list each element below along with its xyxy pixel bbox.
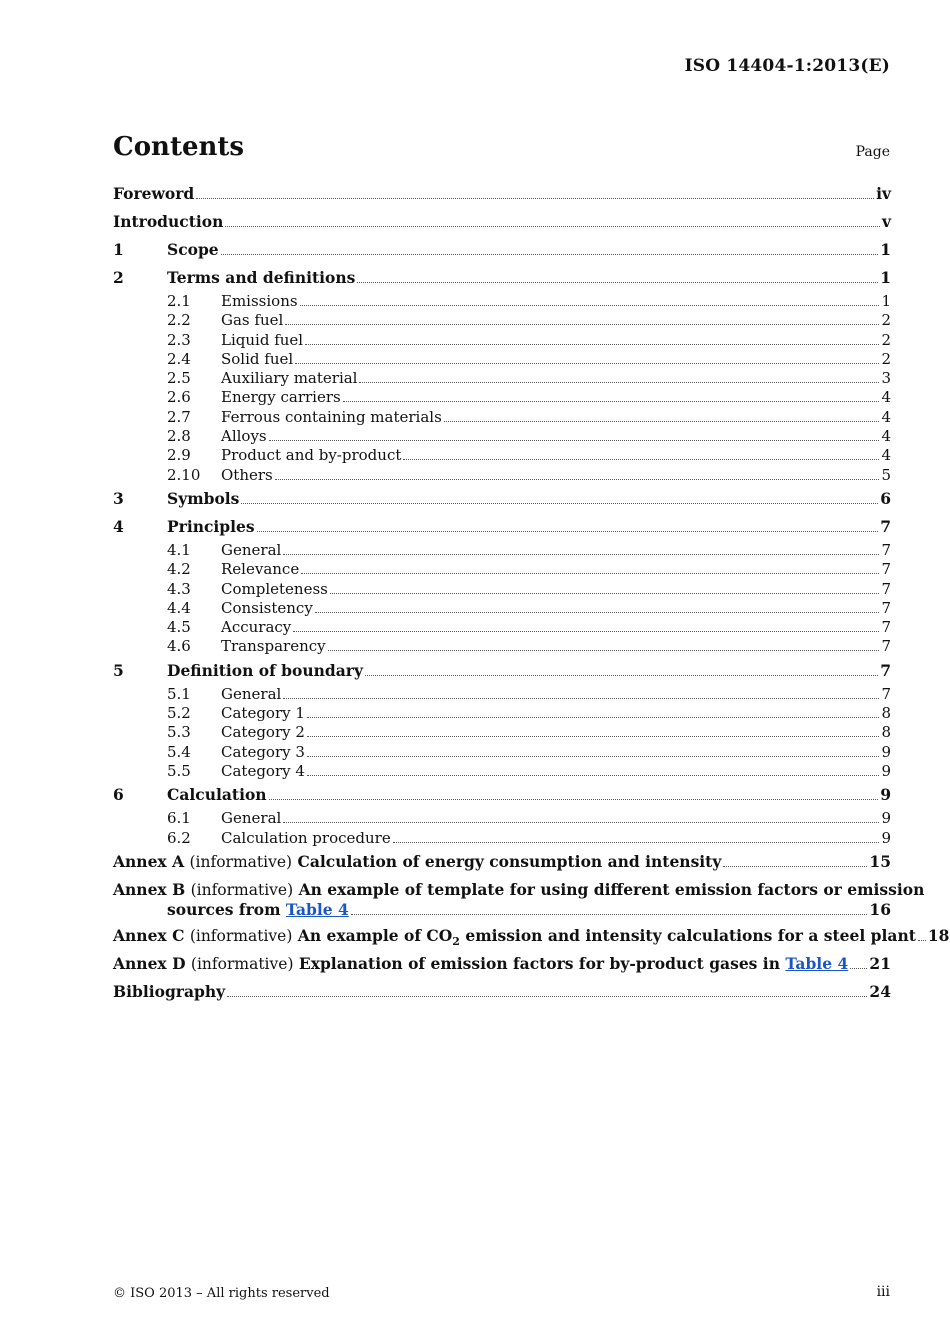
toc-entry-subsection-5-4[interactable] [113,743,891,762]
dot-leader [343,401,880,402]
toc-page-number: 7 [881,560,891,579]
toc-entry-title: Category 2 [221,723,305,742]
toc-entry-title: General [221,809,282,828]
toc-entry-title: Consistency [221,598,313,617]
toc-entry-section-4[interactable] [113,517,891,541]
toc-subsection-number: 5.5 [167,761,191,780]
dot-leader [307,717,880,718]
toc-entry-subsection-4-6[interactable] [113,637,891,656]
toc-entry-subsection-2-5[interactable] [113,369,891,388]
toc-entry-bibliography[interactable] [113,982,891,1006]
toc-entry-subsection-5-5[interactable] [113,762,891,781]
dot-leader [328,650,880,651]
toc-entry-subsection-2-10[interactable] [113,466,891,485]
toc-page-number: 9 [881,828,891,847]
page-column-label: Page [855,144,890,160]
toc-subsection-number: 5.1 [167,684,191,703]
toc-entry-annex-c[interactable] [113,925,950,950]
dot-leader [300,305,880,306]
dot-leader [403,459,879,460]
toc-entry-title: Relevance [221,560,300,579]
toc-entry-title: Emissions [221,292,298,310]
annex-title: Explanation of emission factors for by-product gases in [298,953,780,973]
toc-page-number: 9 [881,742,891,761]
toc-entry-subsection-2-6[interactable] [113,388,891,407]
annex-label: Annex B [113,879,186,899]
dot-leader [918,940,926,941]
dot-leader [196,198,874,199]
toc-subsection-number: 2.7 [167,407,191,426]
dot-leader [283,554,879,555]
annex-kind: (informative) [189,926,293,945]
dot-leader [850,968,867,969]
toc-entry-title: Principles [167,516,255,536]
toc-entry-title: Ferrous containing materials [221,407,442,426]
toc-section-number: 5 [113,660,124,680]
toc-subsection-number: 2.1 [167,292,191,310]
toc-section-number: 1 [113,240,124,259]
dot-leader [444,421,880,422]
dot-leader [393,842,880,843]
toc-entry-title: Symbols [167,488,240,508]
toc-sections [113,240,891,848]
toc-entry-title: Liquid fuel [221,330,304,349]
toc-entry-section-6[interactable] [113,785,891,809]
annex-label: Annex A [113,851,185,871]
toc-subsection-number: 2.2 [167,311,191,330]
toc-subsection-number: 4.4 [167,598,191,617]
dot-leader [257,531,879,532]
toc-page-number: 7 [880,516,891,536]
toc-page-number: 24 [869,981,891,1001]
toc-entry-annex-d[interactable] [113,954,891,978]
dot-leader [269,799,879,800]
toc-entry-title: Gas fuel [221,311,284,330]
toc-entry-subsection-2-8[interactable] [113,427,891,446]
toc-page-number: 1 [880,268,891,287]
toc-entry-subsection-5-3[interactable] [113,723,891,742]
toc-entry-subsection-2-4[interactable] [113,350,891,369]
toc-entry-title: Category 4 [221,761,305,780]
copyright-notice: © ISO 2013 – All rights reserved [113,1286,330,1301]
toc-entry-subsection-6-1[interactable] [113,809,891,828]
annex-title-pre: An example of CO [297,925,453,945]
dot-leader [359,382,879,383]
toc-page-number: 2 [881,311,891,330]
toc-subsection-number: 2.10 [167,465,201,484]
toc-entry-annex-a[interactable] [113,852,891,876]
dot-leader [307,736,880,737]
toc-page-number: 4 [881,427,891,446]
toc-entry-title: Auxiliary material [221,369,358,388]
annex-title-post: emission and intensity calculations for a steel plant [465,925,916,945]
toc-entry-section-3[interactable] [113,489,891,513]
toc-page-number: 5 [881,465,891,484]
dot-leader [301,573,879,574]
toc-page-number: 4 [881,446,891,465]
toc-section-number: 2 [113,268,124,287]
toc-entry-title: Calculation [167,785,267,805]
toc-entry-title: Category 3 [221,742,305,761]
toc-entry-title: Scope [167,240,219,259]
toc-subsection-number: 4.2 [167,560,191,579]
dot-leader [241,503,878,504]
annex-title-line2: sources from [167,899,281,919]
toc-page-number: v [881,212,891,231]
dot-leader [351,914,868,915]
toc-entry-title: Accuracy [221,618,292,637]
toc-page-number: 7 [881,579,891,598]
table-4-link[interactable]: Table 4 [285,899,349,919]
toc-entry-section-5[interactable] [113,661,891,685]
toc-page-number: 7 [881,598,891,617]
toc-entry-introduction[interactable] [113,212,891,236]
toc-page-number: 8 [881,704,891,723]
toc-entry-title: Energy carriers [221,388,341,407]
toc-entry-subsection-2-3[interactable] [113,331,891,350]
toc-entry-title: Calculation procedure [221,828,391,847]
toc-page-number: 4 [881,388,891,407]
annex-kind: (informative) [190,954,294,973]
toc-entry-subsection-4-5[interactable] [113,618,891,637]
annex-label: Annex D [113,953,186,973]
toc-page-number: 18 [927,925,950,945]
toc-entry-subsection-4-4[interactable] [113,599,891,618]
dot-leader [307,775,880,776]
toc-page-number: 9 [880,785,891,805]
toc-page-number: 1 [881,292,891,310]
dot-leader [283,698,879,699]
toc-page-number: 15 [869,851,891,871]
toc-subsection-number: 2.6 [167,388,191,407]
toc-page-number: 21 [869,953,891,973]
dot-leader [330,593,880,594]
toc-entry-title: Others [221,465,273,484]
dot-leader [365,675,878,676]
toc-page-number: 16 [869,899,891,919]
toc-entry-title: Solid fuel [221,349,294,368]
toc-subsection-number: 2.5 [167,369,191,388]
toc-subsection-number: 6.2 [167,828,191,847]
dot-leader [357,282,878,283]
toc-entry-title: Bibliography [113,981,226,1001]
toc-subsection-number: 5.4 [167,742,191,761]
table-of-contents [113,184,950,1006]
toc-entry-annex-b[interactable] [113,879,925,922]
toc-entry-title: General [221,684,282,703]
table-4-link[interactable]: Table 4 [785,953,849,973]
annex-kind: (informative) [189,852,293,871]
toc-subsection-number: 2.4 [167,349,191,368]
toc-entry-title: Transparency [221,637,326,656]
dot-leader [269,440,880,441]
toc-subsection-number: 4.6 [167,637,191,656]
toc-entry-title: Category 1 [221,704,305,723]
toc-page-number: 2 [881,330,891,349]
toc-entry-section-1[interactable] [113,240,891,264]
dot-leader [283,822,879,823]
annex-title-subscript: 2 [452,934,460,948]
toc-entry-section-2[interactable] [113,268,891,292]
dot-leader [285,324,879,325]
toc-page-number: iv [876,184,891,203]
dot-leader [305,344,879,345]
toc-page-number: 7 [881,637,891,656]
toc-subsection-number: 6.1 [167,809,191,828]
toc-entry-title: Product and by-product [221,446,402,465]
toc-entry-subsection-2-2[interactable] [113,311,891,330]
toc-subsection-number: 2.9 [167,446,191,465]
toc-page-number: 6 [880,488,891,508]
toc-subsection-number: 2.3 [167,330,191,349]
dot-leader [227,996,867,997]
toc-page-number: 7 [881,684,891,703]
toc-entry-subsection-4-2[interactable] [113,560,891,579]
toc-page-number: 1 [880,240,891,259]
toc-page-number: 7 [881,618,891,637]
annex-title: Calculation of energy consumption and intensity [297,851,722,871]
toc-page-number: 4 [881,407,891,426]
toc-entry-subsection-4-3[interactable] [113,580,891,599]
toc-entry-title: General [221,540,282,559]
toc-section-number: 4 [113,516,124,536]
dot-leader [275,479,880,480]
toc-entry-title: Definition of boundary [167,660,363,680]
dot-leader [315,612,880,613]
toc-subsection-number: 4.3 [167,579,191,598]
toc-entry-subsection-4-1[interactable] [113,541,891,560]
toc-page-number: 9 [881,809,891,828]
toc-page-number: 2 [881,349,891,368]
annex-label: Annex C [113,925,185,945]
toc-section-number: 6 [113,785,124,805]
contents-title: Contents [113,132,245,162]
toc-entry-title: Alloys [221,427,267,446]
toc-page-number: 8 [881,723,891,742]
toc-page-number: 9 [881,761,891,780]
toc-entry-title: Terms and definitions [167,268,356,287]
toc-entry-subsection-2-7[interactable] [113,408,891,427]
document-code: ISO 14404-1:2013(E) [684,56,890,76]
toc-entry-title: Foreword [113,184,195,203]
toc-entry-foreword[interactable] [113,184,891,208]
toc-entry-subsection-5-2[interactable] [113,704,891,723]
annex-title-line1: An example of template for using different emission factors or emission [298,879,925,899]
toc-entry-subsection-2-9[interactable] [113,446,891,465]
dot-leader [221,254,879,255]
toc-entry-subsection-5-1[interactable] [113,685,891,704]
dot-leader [225,226,880,227]
toc-entry-subsection-2-1[interactable] [113,292,891,311]
toc-page-number: 3 [881,369,891,388]
toc-subsection-number: 5.2 [167,704,191,723]
toc-entry-title: Introduction [113,212,224,231]
toc-subsection-number: 5.3 [167,723,191,742]
toc-page-number: 7 [880,660,891,680]
annex-kind: (informative) [190,880,294,899]
toc-subsection-number: 2.8 [167,427,191,446]
dot-leader [307,756,880,757]
dot-leader [723,866,867,867]
dot-leader [293,631,879,632]
dot-leader [295,363,879,364]
toc-section-number: 3 [113,488,124,508]
toc-page-number: 7 [881,540,891,559]
toc-subsection-number: 4.5 [167,618,191,637]
toc-entry-subsection-6-2[interactable] [113,829,891,848]
toc-subsection-number: 4.1 [167,540,191,559]
toc-entry-title: Completeness [221,579,328,598]
page-number: iii [876,1284,890,1300]
